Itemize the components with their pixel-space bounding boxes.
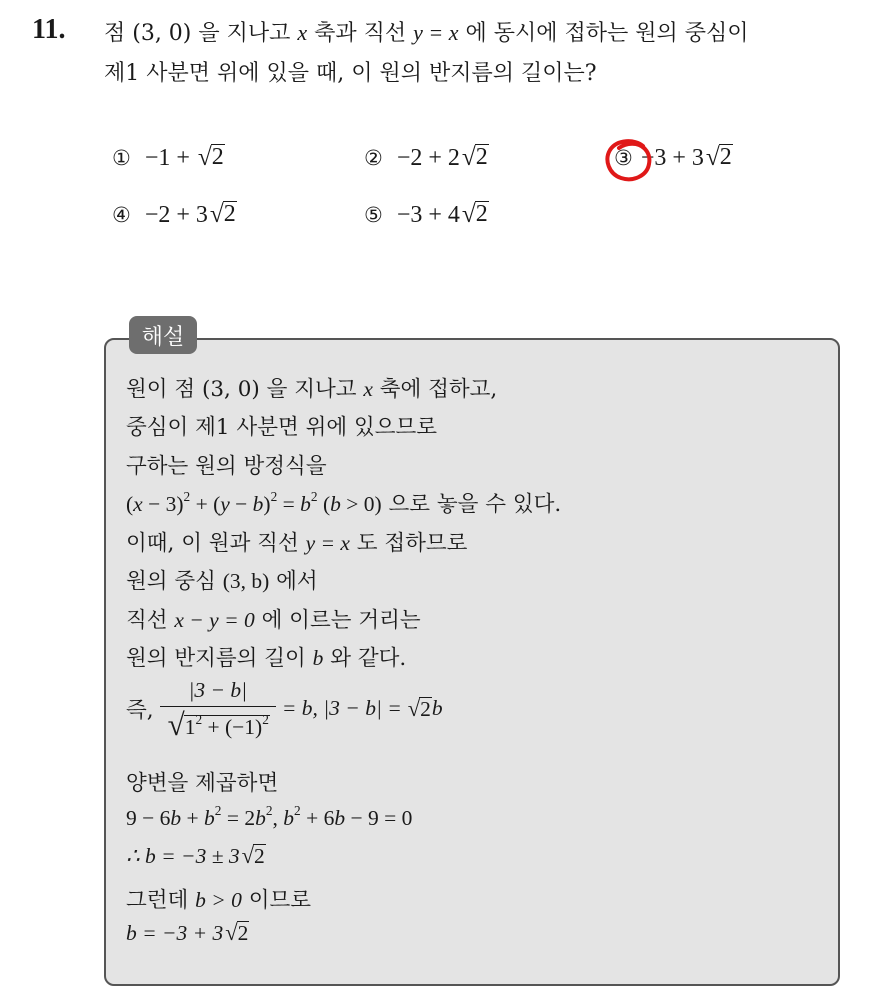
solution-line-10: 양변을 제곱하면 [126, 771, 279, 796]
choice-4[interactable]: ④ −2 + 3 √ 2 [112, 200, 236, 228]
question-line-1: 점 (3, 0) 을 지나고 x 축과 직선 y = x 에 동시에 접하는 원의 중심이 [104, 20, 749, 46]
choice-5[interactable]: ⑤ −3 + 4 √ 2 [364, 200, 488, 228]
solution-line-4: $(x - 3)^2 + (y - b)^2 = b^2$ (b > 0) 으로 놓을 수 있다. [126, 489, 562, 517]
choice-3[interactable]: ③ −3 + 3 √ 2 [614, 143, 732, 171]
choice-number: ⑤ [364, 202, 383, 227]
choice-2[interactable]: ② −2 + 2 √ 2 [364, 143, 488, 171]
solution-line-9-fraction: 즉, |3 − b| √ $1^2 + (-1)^2$ = b, |3 − b| = √ 2 b [126, 678, 443, 742]
solution-line-1: 원이 점 (3, 0) 을 지나고 x 축에 접하고, [126, 377, 498, 402]
solution-line-5: 이때, 이 원과 직선 y = x 도 접하므로 [126, 531, 468, 556]
solution-line-13: 그런데 b > 0 이므로 [126, 888, 312, 913]
solution-line-3: 구하는 원의 방정식을 [126, 454, 327, 479]
solution-line-11: $9 - 6b + b^2 = 2b^2$, $b^2 + 6b - 9 = 0$ [126, 803, 413, 830]
choice-1[interactable]: ① −1 + √ 2 [112, 143, 224, 171]
choice-number: ③ [614, 145, 633, 170]
choice-number: ① [112, 145, 131, 170]
distance-fraction: |3 − b| √ $1^2 + (-1)^2$ [160, 678, 276, 739]
solution-line-2: 중심이 제1 사분면 위에 있으므로 [126, 415, 438, 440]
choice-number: ② [364, 145, 383, 170]
answer-circle-mark [603, 136, 655, 184]
choice-number: ④ [112, 202, 131, 227]
solution-line-6: 원의 중심 (3, b) 에서 [126, 569, 318, 594]
solution-line-12: ∴ b = −3 ± 3 √ 2 [126, 843, 265, 869]
question-number: 11. [32, 14, 66, 45]
solution-line-7: 직선 x − y = 0 에 이르는 거리는 [126, 608, 421, 633]
solution-line-14: b = −3 + 3 √ 2 [126, 920, 249, 946]
solution-tab-label: 해설 [129, 316, 197, 354]
question-line-2: 제1 사분면 위에 있을 때, 이 원의 반지름의 길이는? [104, 61, 597, 86]
solution-line-8: 원의 반지름의 길이 b 와 같다. [126, 646, 407, 671]
